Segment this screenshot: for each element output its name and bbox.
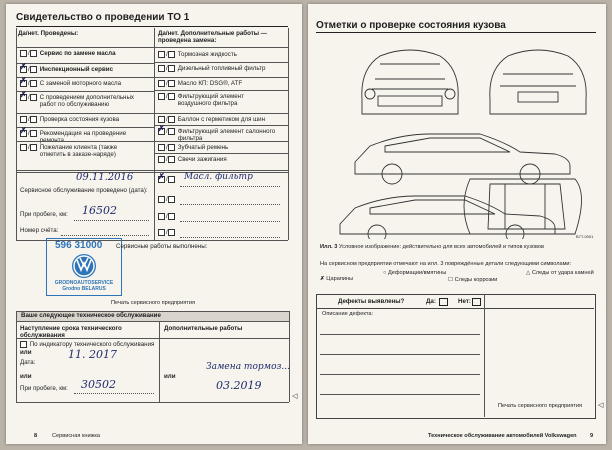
checkbox[interactable] [30, 94, 37, 101]
note: На сервисном предприятии отмечают на илл. 3 повреждённые детали следующими символами: [320, 261, 572, 267]
right-item-row [158, 51, 286, 58]
right-item-row [158, 156, 286, 163]
right-item-row [158, 65, 286, 72]
row-rule [154, 125, 288, 126]
or-label-1: или [20, 349, 32, 356]
left-item-row [20, 116, 150, 123]
checkbox[interactable] [20, 341, 27, 348]
right-item-label: Масло КП: DSG®, ATF [177, 80, 243, 87]
checkbox[interactable] [168, 144, 175, 151]
car-top-view [464, 179, 582, 234]
column-divider [154, 28, 155, 240]
service-date-label: Сервисное обслуживание проведено (дата): [20, 187, 148, 194]
car-rear-view [490, 50, 586, 114]
left-page [6, 4, 302, 444]
scratch-symbol: ✗ [320, 276, 325, 282]
row-rule [154, 113, 288, 114]
next-maintenance-title: Ваше следующее техническое обслуживание [16, 311, 290, 322]
checkbox[interactable] [20, 50, 27, 57]
left-item-label: С проведением дополнительных работ по обслуживанию [39, 94, 134, 108]
checkbox[interactable] [20, 66, 27, 73]
mileage2-handwritten: 30502 [81, 378, 116, 391]
seal-label: Печать сервисного предприятия [111, 300, 195, 306]
checkbox[interactable] [168, 229, 175, 236]
yes-label: Да: [426, 298, 436, 305]
checkbox[interactable] [158, 156, 165, 163]
corrosion-label: Следы коррозии [454, 277, 498, 283]
row-rule [16, 113, 154, 114]
dent-symbol: ○ [383, 270, 387, 276]
checkbox[interactable] [168, 156, 175, 163]
mileage2-line [74, 393, 154, 394]
defects-label: Дефекты выявлены? [338, 298, 405, 305]
row-rule [154, 141, 288, 142]
desc-line-3 [320, 374, 480, 375]
row-rule [16, 127, 154, 128]
dent-label: Деформации/вмятины [387, 270, 447, 276]
no-label: Нет: [458, 298, 471, 305]
right-item-row [158, 144, 286, 151]
corrosion-symbol: ☐ [448, 277, 454, 283]
symbol-stone [526, 270, 596, 277]
arrow-icon: ◁ [598, 402, 604, 409]
checkbox[interactable] [30, 130, 37, 137]
next-left-border [16, 322, 17, 402]
service-stamp [46, 238, 122, 296]
left-item-label: С заменой моторного масла [39, 80, 122, 87]
page-title: Отметки о проверке состояния кузова [316, 20, 506, 31]
row-rule [16, 91, 154, 92]
checkbox[interactable] [20, 116, 27, 123]
vw-logo-icon [71, 253, 97, 279]
next-header-rule [16, 338, 289, 339]
scratch-label: Царапины [326, 276, 354, 282]
symbol-dent [383, 270, 446, 277]
or-label-2: или [20, 373, 32, 380]
left-item-row [20, 144, 150, 158]
checkbox[interactable] [30, 144, 37, 151]
title-rule [16, 26, 288, 27]
footer-page-number: 8 [34, 433, 38, 439]
right-item-row [158, 128, 286, 142]
car-front-view [362, 50, 458, 114]
stone-label: Следы от удара камней [531, 270, 594, 276]
extra-line-1 [180, 186, 280, 187]
arrow-icon: ◁ [292, 393, 298, 400]
date-handwritten: 11. 2017 [68, 348, 117, 361]
checkbox[interactable] [168, 128, 175, 135]
checkbox[interactable] [158, 93, 165, 100]
right-item-row [158, 93, 286, 107]
mileage-handwritten: 16502 [82, 204, 117, 217]
next-bottom-rule [16, 402, 289, 403]
checkbox[interactable] [158, 196, 165, 203]
account-line [61, 235, 149, 236]
checkbox[interactable] [20, 130, 27, 137]
extra-row-1 [158, 176, 176, 183]
mileage-line [74, 220, 149, 221]
left-item-row [20, 94, 150, 108]
caption-number: Илл. 3 [320, 244, 338, 250]
date-label: Дата: [20, 359, 36, 366]
checkbox[interactable] [20, 80, 27, 87]
caption [320, 244, 595, 251]
symbol-corrosion [448, 277, 497, 284]
caption-text: Условное изображение: действительно для всех автомобилей и типов кузовов [338, 244, 544, 250]
checkbox[interactable] [20, 144, 27, 151]
symbol-scratch [320, 276, 353, 283]
extra-line-4 [180, 237, 280, 238]
table-left-border [16, 28, 17, 240]
checkbox[interactable] [20, 94, 27, 101]
right-item-label: Баллон с герметиком для шин [177, 116, 266, 123]
right-item-label: Дизельный топливный фильтр [177, 65, 266, 72]
left-item-label: Проверка состояния кузова [39, 116, 120, 123]
row-rule [154, 90, 288, 91]
stamp-number: 596 31000 [55, 240, 103, 251]
checkbox[interactable] [168, 116, 175, 123]
mileage2-label: При пробеге, км: [20, 385, 68, 392]
extra-line-3 [180, 221, 280, 222]
service-date-handwritten: 09.11.2016 [76, 172, 134, 183]
extra-row-2 [158, 196, 176, 203]
car-diagram [320, 34, 594, 239]
image-code: B7T-0001 [576, 234, 594, 239]
or-label-3: или [164, 373, 176, 380]
checkbox[interactable] [158, 176, 165, 183]
services-done-label: Сервисные работы выполнены: [116, 243, 208, 250]
seal-label: Печать сервисного предприятия [498, 403, 582, 409]
by-indicator-label: По индикатору технического обслуживания [29, 341, 155, 349]
yes-checkbox[interactable] [439, 298, 448, 306]
extra-handwritten: Замена тормоз... [206, 362, 291, 372]
checkbox[interactable] [158, 128, 165, 135]
next-col2-header: Дополнительные работы [164, 325, 243, 332]
col2-header: Да/нет. Дополнительные работы — проведена замена: [158, 30, 267, 44]
defects-divider [484, 294, 485, 417]
row-rule [154, 77, 288, 78]
left-item-row [20, 66, 150, 73]
checkbox[interactable] [30, 50, 37, 57]
checkbox[interactable] [158, 51, 165, 58]
extra-work-handwritten: Масл. фильтр [184, 172, 253, 182]
checkbox[interactable] [168, 80, 175, 87]
checkbox[interactable] [30, 66, 37, 73]
next-divider [159, 322, 160, 402]
mileage-label: При пробеге, км: [20, 211, 68, 218]
description-label: Описание дефекта: [322, 311, 374, 317]
footer-text: Техническое обслуживание автомобилей Volkswagen [428, 433, 577, 439]
row-rule [154, 153, 288, 154]
page-title: Свидетельство о проведении ТО 1 [16, 12, 190, 23]
desc-line-4 [320, 394, 480, 395]
checkbox[interactable] [168, 213, 175, 220]
row-rule [16, 141, 154, 142]
right-item-label: Тормозная жидкость [177, 51, 237, 58]
extra-row-3 [158, 213, 176, 220]
row-rule [16, 63, 154, 64]
desc-line-2 [320, 354, 480, 355]
account-label: Номер счёта: [20, 227, 59, 234]
table-right-border [288, 28, 289, 240]
checkbox[interactable] [158, 144, 165, 151]
left-item-label: Рекомендация на проведение ремонта [39, 130, 127, 144]
left-item-row [20, 80, 150, 87]
left-item-label: Инспекционный сервис [39, 66, 114, 73]
row-rule [154, 62, 288, 63]
checkbox[interactable] [158, 80, 165, 87]
checkbox[interactable] [168, 93, 175, 100]
car-side-view-left [340, 196, 555, 234]
no-checkbox[interactable] [472, 298, 481, 306]
left-item-label: Пожелание клиента (также отметить в заказе-наряде) [39, 144, 118, 158]
stamp-city: Grodno BELARUS [62, 286, 106, 292]
checkbox[interactable] [168, 196, 175, 203]
checkbox[interactable] [30, 116, 37, 123]
desc-line-1 [320, 334, 480, 335]
checkbox[interactable] [158, 229, 165, 236]
checkbox[interactable] [168, 51, 175, 58]
checkbox[interactable] [30, 80, 37, 87]
defects-header-rule [316, 308, 594, 309]
right-page [308, 4, 606, 444]
checkbox[interactable] [168, 176, 175, 183]
row-rule [154, 170, 288, 171]
stone-symbol: △ [526, 270, 531, 276]
next-col1-header: Наступление срока технического обслуживания [20, 325, 122, 339]
right-item-row [158, 80, 286, 87]
right-item-label: Фильтрующий элемент воздушного фильтра [177, 93, 244, 107]
header-rule [16, 47, 288, 48]
col1-header: Да/нет. Проведены: [18, 30, 79, 37]
extra-row-4 [158, 229, 176, 236]
left-item-row [20, 50, 150, 57]
left-item-label: Сервис по замене масла [39, 50, 116, 57]
extra-line-2 [180, 204, 280, 205]
right-item-label: Фильтрующий элемент салонного фильтра [177, 128, 276, 142]
right-item-label: Свечи зажигания [177, 156, 227, 163]
title-rule [316, 32, 596, 33]
checkbox[interactable] [158, 65, 165, 72]
footer-text: Сервисная книжка [52, 433, 101, 439]
footer-page-number: 9 [590, 433, 594, 439]
checkbox[interactable] [158, 116, 165, 123]
row-rule [16, 170, 154, 171]
right-item-row [158, 116, 286, 123]
extra-date-handwritten: 03.2019 [216, 379, 262, 392]
checkbox[interactable] [158, 213, 165, 220]
row-rule [16, 77, 154, 78]
right-item-label: Зубчатый ремень [177, 144, 229, 151]
stamp-name: GRODNOAUTOSERVICE [54, 280, 114, 286]
checkbox[interactable] [168, 65, 175, 72]
